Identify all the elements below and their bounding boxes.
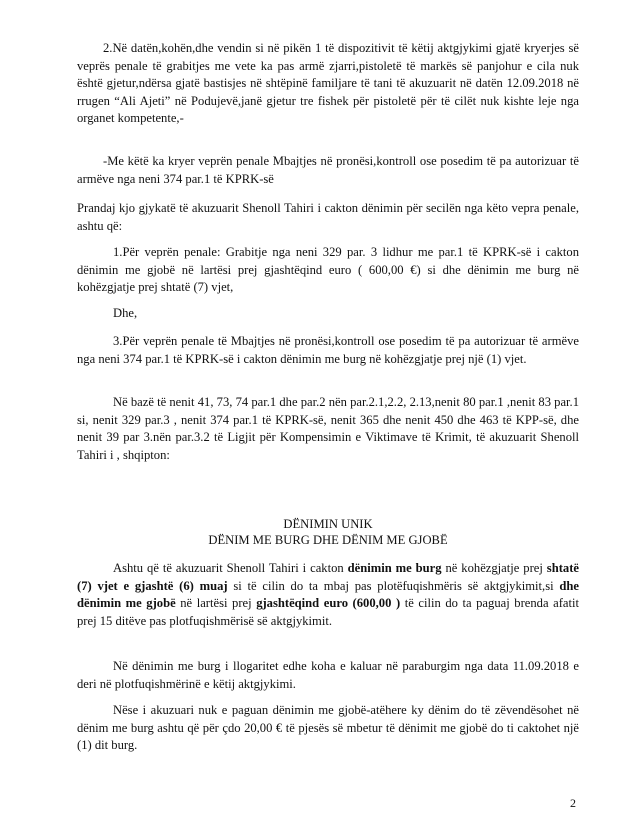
sentence-text-a: Ashtu që të akuzuarit Shenoll Tahiri i cakton: [113, 561, 348, 575]
paragraph-court-decision: Prandaj kjo gjykatë të akuzuarit Shenoll Tahiri i cakton dënimin për secilën nga këto vepra penale, ashtu që:: [77, 201, 579, 233]
heading-prison-and-fine: DËNIM ME BURG DHE DËNIM ME GJOBË: [208, 533, 448, 547]
paragraph-weapons-offence: -Me këtë ka kryer veprën penale Mbajtjes në pronësi,kontroll ose posedim të pa autorizuar të armëve nga neni 374 par.1 të KPRK-së: [77, 154, 579, 186]
heading-unified-sentence: DËNIMIN UNIK: [283, 517, 373, 531]
sentence-text-c: në kohëzgjatje prej: [441, 561, 547, 575]
paragraph-detention-credit: Në dënimin me burg i llogaritet edhe koha e kaluar në paraburgim nga data 11.09.2018 e deri në plotfuqishmërinë e këtij aktgjykimi.: [77, 659, 579, 691]
paragraph-point-2: 2.Në datën,kohën,dhe vendin si në pikën 1 të dispozitivit të këtij aktgjykimi gjatë kryerjes së veprës penale të grabitjes me vete ka pas armë zjarri,pistoletë të markës së panjohur e cila nuk është gjetur,ndërsa gjatë bastisjes në shtëpinë familjare të tani të akuzuarit në datën 12.09.2018 në rrugen “Ali Ajeti” në Podujevë,janë gjetur tre fishek për pistoletë për të cilët nuk kishte leje nga organet kompetente,-: [77, 41, 579, 126]
paragraph-and: Dhe,: [113, 306, 138, 320]
sentence-text-g: në lartësi prej: [175, 596, 257, 611]
sentence-text-i: të cilin do ta paguaj brenda afatit prej 15 ditëve pas plotfuqishmërisë së aktgjykimit.: [77, 596, 579, 628]
sentence-fine-bold: dhe dënimin me gjobë: [77, 578, 579, 611]
sentence-text-e: si të cilin do ta mbaj pas plotëfuqishmëris së aktgjykimit,si: [227, 578, 560, 593]
page-number: 2: [570, 796, 576, 810]
paragraph-robbery-sentence: 1.Për veprën penale: Grabitje nga neni 329 par. 3 lidhur me par.1 të KPRK-së i cakton dënimin me gjobë në lartësi prej gjashtëqind euro ( 600,00 €) si dhe dënimin me burg në kohëzgjatje prej shtatë (7) vjet,: [77, 245, 579, 295]
paragraph-final-sentence: [77, 560, 579, 630]
paragraph-legal-basis: Në bazë të nenit 41, 73, 74 par.1 dhe par.2 nën par.2.1,2.2, 2.13,nenit 80 par.1 ,nenit 83 par.1 si, nenit 329 par.3 , nenit 374 par.1 të KPRK-së, nenit 365 dhe nenit 450 dhe 463 të KPP-së, dhe nenit 39 par 3.nën par.3.2 të Ligjit për Kompensimin e Viktimave të Krimit, të akuzuarit Shenoll Tahiri i , shqipton:: [77, 395, 579, 462]
sentence-amount-bold: gjashtëqind euro (600,00 ): [256, 596, 401, 611]
paragraph-fine-substitution: Nëse i akuzuari nuk e paguan dënimin me gjobë-atëhere ky dënim do të zëvendësohet në dënim me burg ashtu që për çdo 20,00 € të pjesës së mbetur të dënimit me gjobë do ti caktohet një (1) dit burg.: [77, 703, 579, 753]
sentence-duration-bold: shtatë (7) vjet e gjashtë (6) muaj: [77, 561, 579, 593]
sentence-prison-bold: dënimin me burg: [347, 561, 442, 575]
paragraph-point-3: 3.Për veprën penale të Mbajtjes në pronësi,kontroll ose posedim të pa autorizuar të armëve nga neni 374 par.1 të KPRK-së i cakton dënimin me burg në kohëzgjatje prej një (1) vjet.: [77, 334, 579, 366]
